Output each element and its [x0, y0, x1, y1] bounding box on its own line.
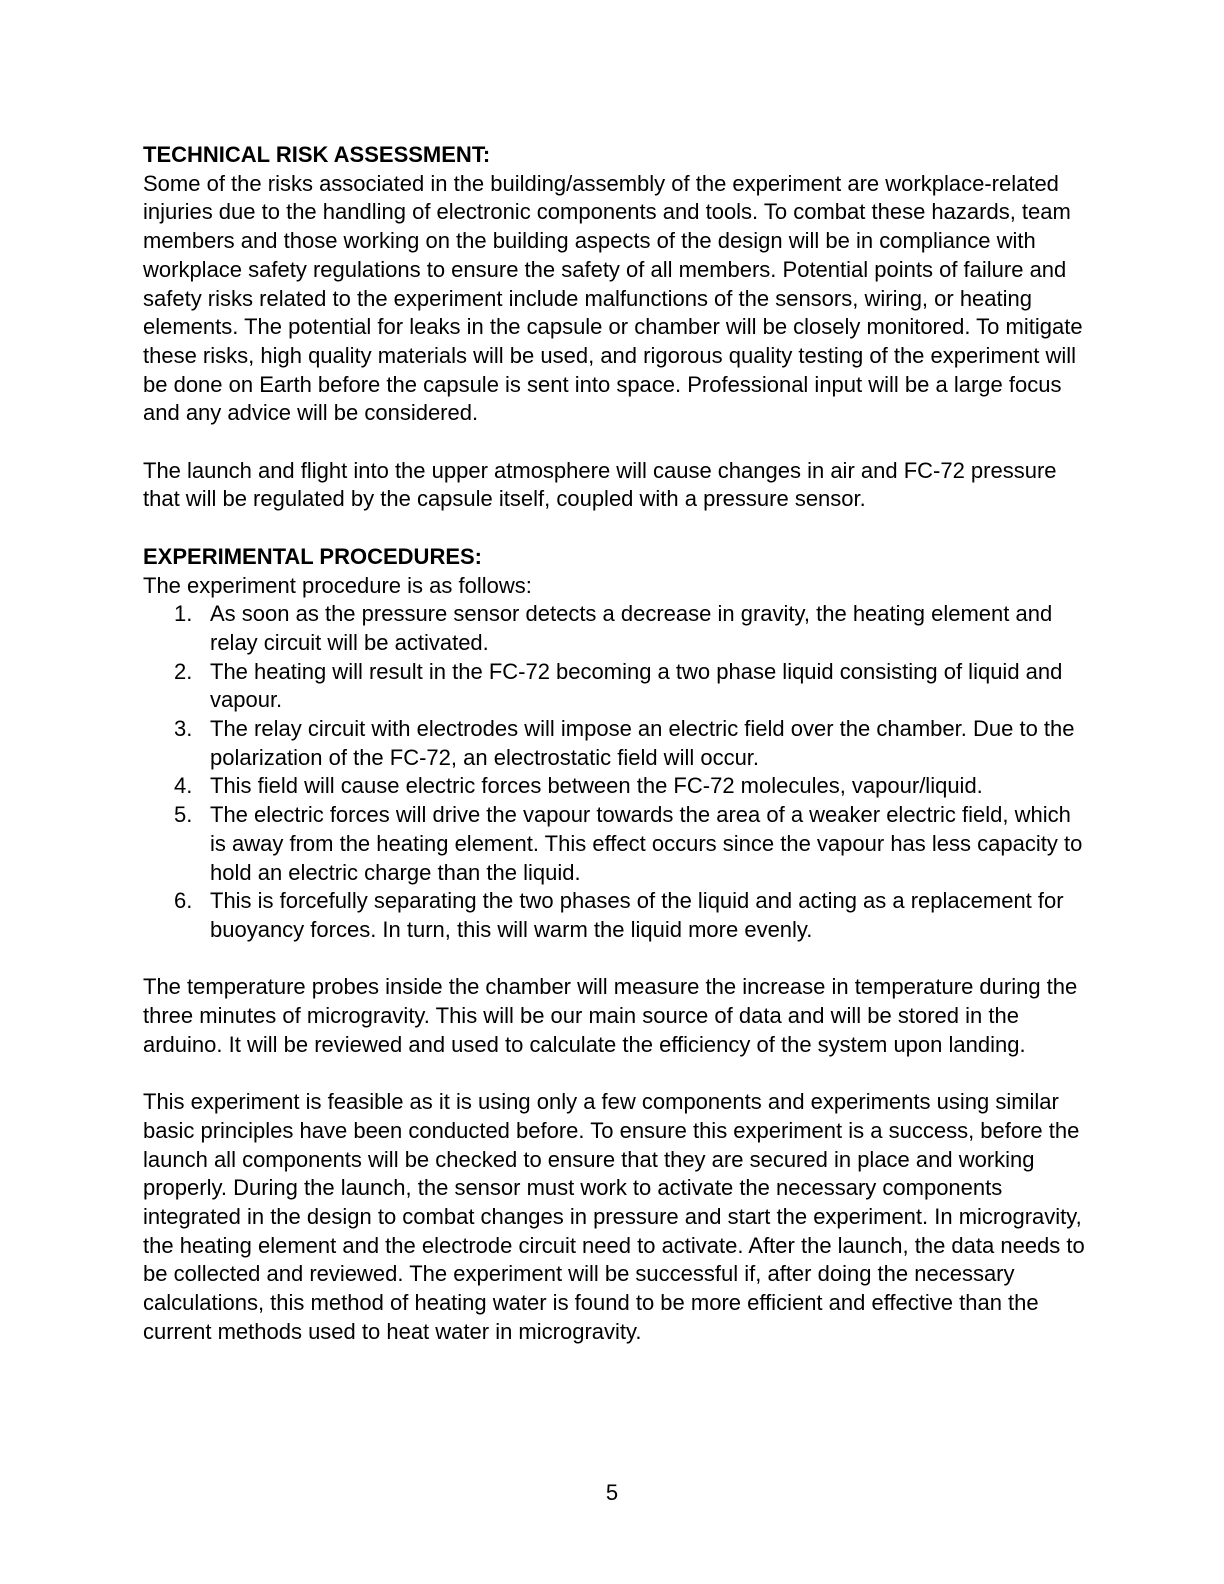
risk-paragraph-2: The launch and flight into the upper atmosphere will cause changes in air and FC-72 pressure that will be regulated by the capsule itself, coupled with a pressure sensor.: [143, 457, 1057, 512]
risk-paragraph-1: Some of the risks associated in the building/assembly of the experiment are workplace-related injuries due to the handling of electronic components and tools. To combat these hazards, team members and those working on the building aspects of the design will be in compliance with workplace safety regulations to ensure the safety of all members. Potential points of failure and safety risks related to the experiment include malfunctions of the sensors, wiring, or heating elements. The potential for leaks in the capsule or chamber will be closely monitored. To mitigate these risks, high quality materials will be used, and rigorous quality testing of the experiment will be done on Earth before the capsule is sent into space. Professional input will be a large focus and any advice will be considered.: [143, 170, 1083, 426]
step-text: The relay circuit with electrodes will impose an electric field over the chamber. Due to the polarization of the FC-72, an electrostatic field will occur.: [210, 716, 1075, 770]
procedure-step-5: [143, 801, 1087, 887]
document-content: [143, 141, 1087, 1346]
step-text: This is forcefully separating the two phases of the liquid and acting as a replacement for buoyancy forces. In turn, this will warm the liquid more evenly.: [210, 888, 1064, 942]
step-number: 6.: [174, 888, 193, 914]
procedure-step-4: [143, 772, 1087, 801]
step-number: 2.: [174, 658, 193, 684]
procedure-steps-list: [143, 600, 1087, 944]
step-text: As soon as the pressure sensor detects a decrease in gravity, the heating element and relay circuit will be activated.: [210, 601, 1053, 655]
procedure-step-2: [143, 658, 1087, 715]
procedure-step-1: [143, 600, 1087, 657]
step-text: The electric forces will drive the vapour towards the area of a weaker electric field, which is away from the heating element. This effect occurs since the vapour has less capacity to hold an electric charge than the liquid.: [210, 802, 1083, 885]
step-text: The heating will result in the FC-72 becoming a two phase liquid consisting of liquid and vapour.: [210, 658, 1063, 713]
heading-experimental-procedures: EXPERIMENTAL PROCEDURES:: [143, 543, 483, 569]
procedures-paragraph-data: The temperature probes inside the chamber will measure the increase in temperature during the three minutes of microgravity. This will be our main source of data and will be stored in the arduino. It will be reviewed and used to calculate the efficiency of the system upon landing.: [143, 974, 1078, 1057]
step-number: 1.: [174, 601, 193, 627]
step-number: 3.: [174, 716, 193, 742]
heading-technical-risk-assessment: TECHNICAL RISK ASSESSMENT:: [143, 142, 491, 167]
page-number: 5: [605, 1480, 619, 1505]
procedure-step-6: [143, 887, 1087, 944]
step-text: This field will cause electric forces between the FC-72 molecules, vapour/liquid.: [210, 773, 983, 799]
procedure-step-3: [143, 715, 1087, 772]
step-number: 5.: [174, 802, 193, 828]
procedures-paragraph-feasibility: This experiment is feasible as it is using only a few components and experiments using similar basic principles have been conducted before. To ensure this experiment is a success, before the launch all components will be checked to ensure that they are secured in place and working properly. During the launch, the sensor must work to activate the necessary components integrated in the design to combat changes in pressure and start the experiment. In microgravity, the heating element and the electrode circuit need to activate. After the launch, the data needs to be collected and reviewed. The experiment will be successful if, after doing the necessary calculations, this method of heating water is found to be more efficient and effective than the current methods used to heat water in microgravity.: [143, 1089, 1085, 1344]
step-number: 4.: [174, 773, 193, 799]
procedures-intro: The experiment procedure is as follows:: [143, 572, 532, 598]
